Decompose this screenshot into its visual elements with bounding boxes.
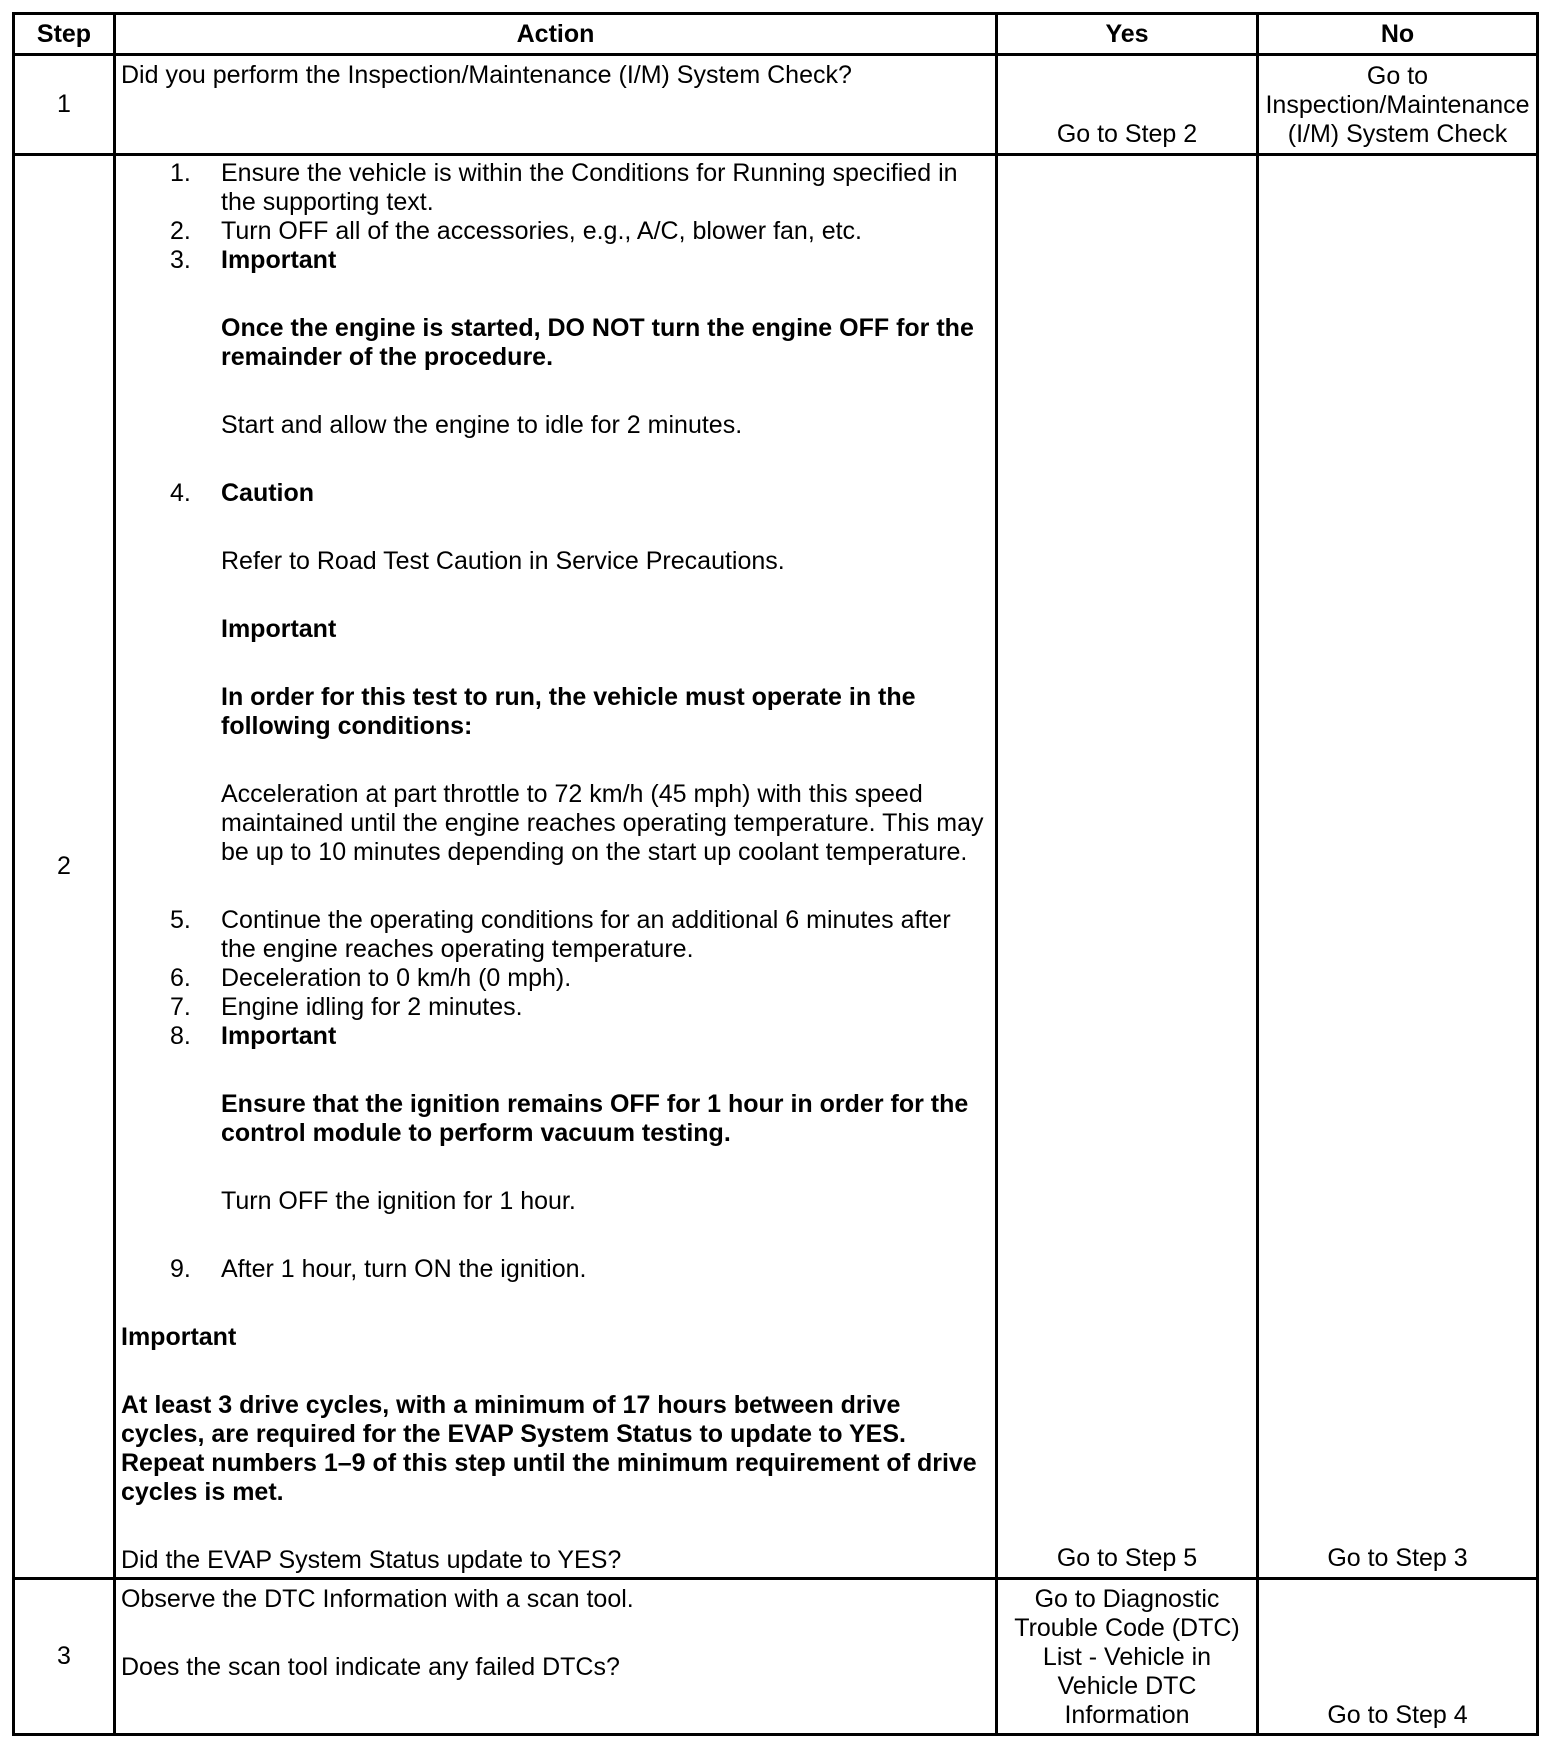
action-question: Did the EVAP System Status update to YES? (121, 1546, 622, 1574)
important-heading: Important (121, 1323, 237, 1351)
list-number: 4. (170, 479, 191, 507)
list-item-9 (121, 1255, 991, 1284)
header-step: Step (15, 15, 116, 56)
list-number: 8. (170, 1022, 191, 1050)
yes-cell-step-2 (998, 156, 1259, 1580)
instruction-text: Deceleration to 0 km/h (0 mph). (221, 964, 572, 992)
header-yes: Yes (998, 15, 1259, 56)
yes-result: Go to Step 2 (1056, 120, 1198, 148)
instruction-text: Acceleration at part throttle to 72 km/h (45 mph) with this speed maintained until the engine reaches operating temperature. This may be up to 10 minutes depending on the start up coolant temperature. (221, 780, 984, 866)
step-number-1: 1 (15, 56, 116, 156)
yes-cell-step-1 (998, 56, 1259, 156)
no-cell-step-3 (1259, 1580, 1539, 1736)
important-heading: Important (221, 1022, 337, 1050)
list-item-3 (121, 246, 991, 440)
list-number: 2. (170, 217, 191, 245)
instruction-text: After 1 hour, turn ON the ignition. (221, 1255, 587, 1283)
instruction-text: Observe the DTC Information with a scan tool. (121, 1585, 634, 1613)
no-cell-step-1 (1259, 56, 1539, 156)
no-result: Go to Step 4 (1327, 1701, 1468, 1729)
instruction-text: Start and allow the engine to idle for 2 minutes. (221, 411, 743, 439)
action-cell-step-3 (116, 1580, 998, 1736)
list-item-5 (121, 906, 991, 964)
instruction-text: Continue the operating conditions for an additional 6 minutes after the engine reaches operating temperature. (221, 906, 951, 963)
list-number: 9. (170, 1255, 191, 1283)
list-item-6 (121, 964, 991, 993)
no-result: Go to Step 3 (1327, 1544, 1468, 1572)
no-cell-step-2 (1259, 156, 1539, 1580)
important-heading: Important (221, 615, 337, 643)
header-no: No (1259, 15, 1539, 56)
yes-result: Go to Step 5 (1056, 1544, 1198, 1572)
list-number: 6. (170, 964, 191, 992)
caution-heading: Caution (221, 479, 315, 507)
list-item-1 (121, 159, 991, 217)
list-item-7 (121, 993, 991, 1022)
header-action: Action (116, 15, 998, 56)
action-cell-step-1 (116, 56, 998, 156)
diagnostic-table (12, 12, 1539, 1736)
list-item-8 (121, 1022, 991, 1216)
instruction-text: Engine idling for 2 minutes. (221, 993, 523, 1021)
instruction-text: Turn OFF the ignition for 1 hour. (221, 1187, 576, 1215)
action-cell-step-2 (116, 156, 998, 1580)
list-item-4 (121, 479, 991, 867)
step-number-3: 3 (15, 1580, 116, 1736)
instruction-text: Ensure the vehicle is within the Conditions for Running specified in the supporting text. (221, 159, 958, 216)
step-number-2: 2 (15, 156, 116, 1580)
caution-text: Refer to Road Test Caution in Service Precautions. (221, 547, 785, 575)
list-number: 5. (170, 906, 191, 934)
yes-result: Go to Diagnostic Trouble Code (DTC) List - Vehicle in Vehicle DTC Information (1014, 1585, 1240, 1729)
list-number: 3. (170, 246, 191, 274)
action-question: Does the scan tool indicate any failed DTCs? (121, 1653, 620, 1681)
important-note: In order for this test to run, the vehicle must operate in the following conditions: (221, 683, 916, 740)
instruction-text: Turn OFF all of the accessories, e.g., A/C, blower fan, etc. (221, 217, 863, 245)
yes-cell-step-3 (998, 1580, 1259, 1736)
no-result: Go to Inspection/Maintenance (I/M) System Check (1265, 62, 1530, 148)
important-note: Once the engine is started, DO NOT turn the engine OFF for the remainder of the procedure. (221, 314, 974, 371)
list-number: 7. (170, 993, 191, 1021)
list-number: 1. (170, 159, 191, 187)
important-heading: Important (221, 246, 337, 274)
important-note: At least 3 drive cycles, with a minimum of 17 hours between drive cycles, are required for the EVAP System Status to update to YES. Repeat numbers 1–9 of this step until the minimum requirement of drive cycles is met. (121, 1391, 977, 1506)
action-question: Did you perform the Inspection/Maintenance (I/M) System Check? (121, 61, 852, 89)
important-note: Ensure that the ignition remains OFF for 1 hour in order for the control module to perform vacuum testing. (221, 1090, 969, 1147)
list-item-2 (121, 217, 991, 246)
